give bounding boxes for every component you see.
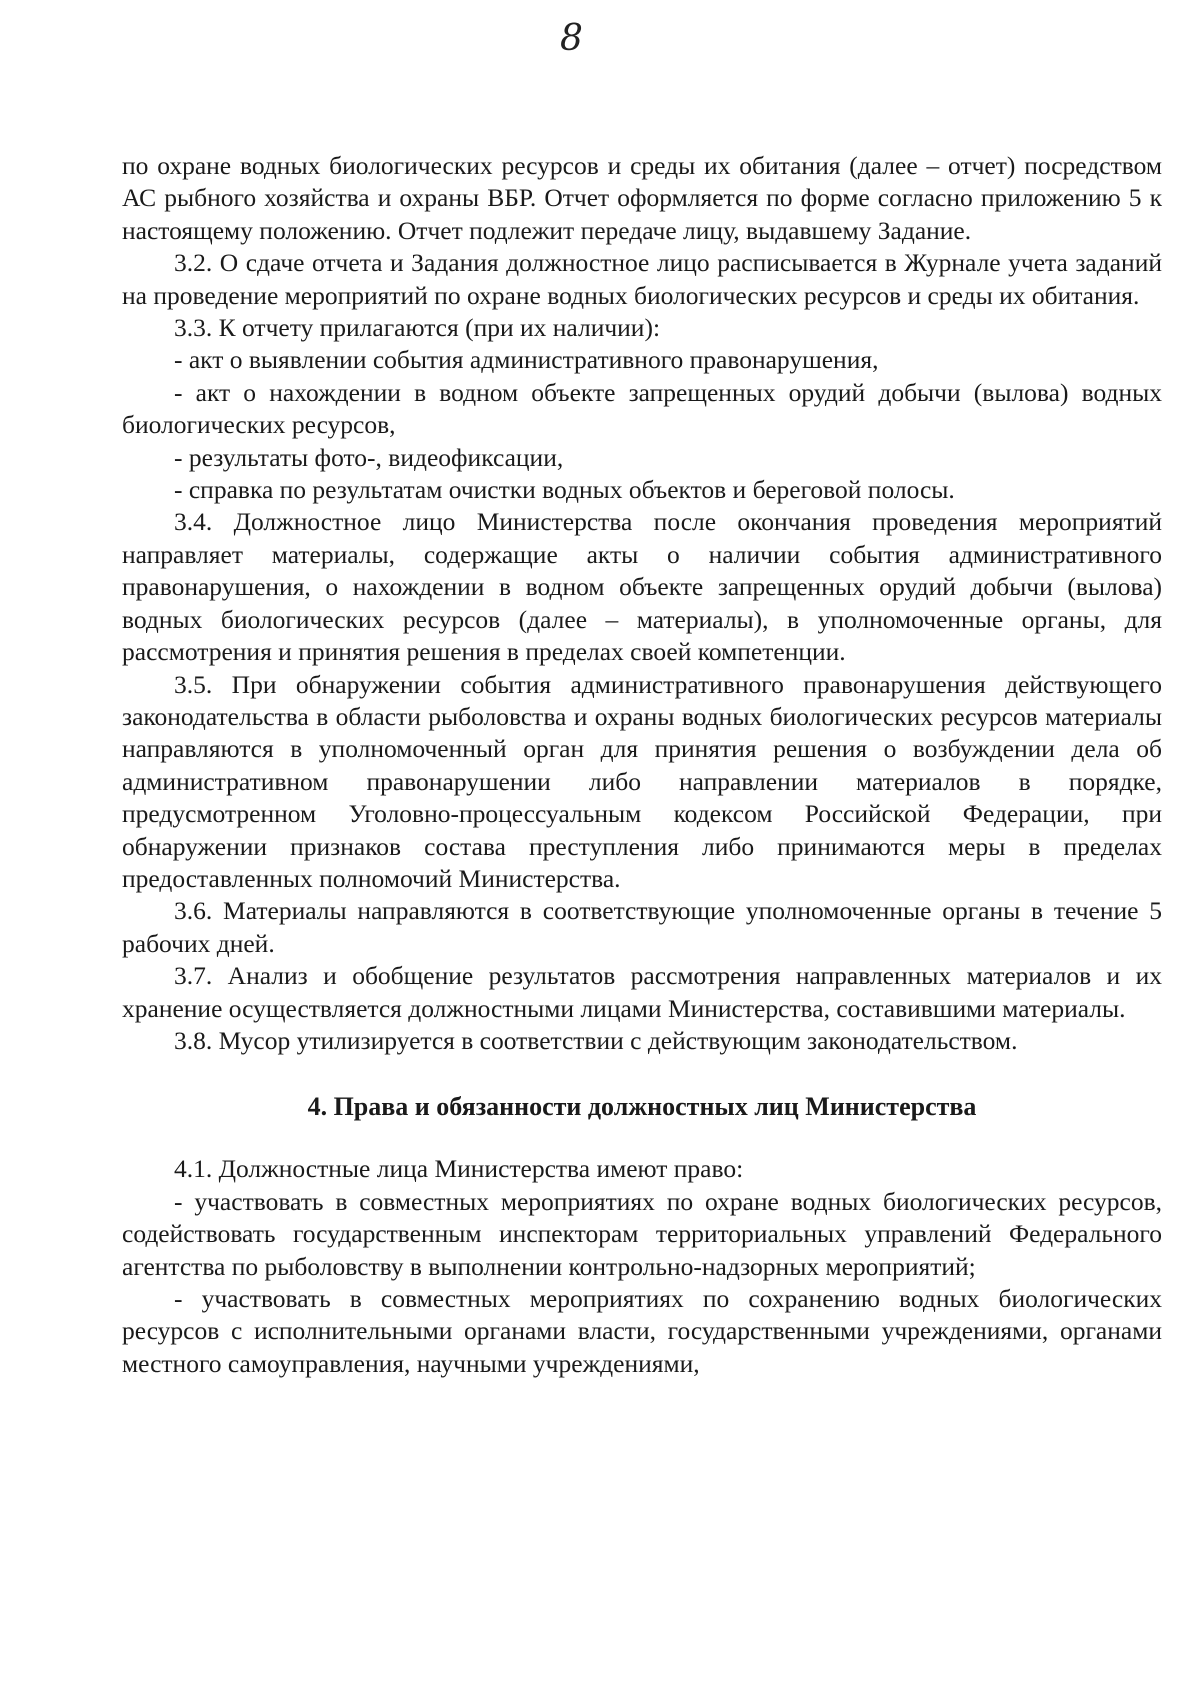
section-4-body (122, 1153, 1162, 1380)
paragraph: - участвовать в совместных мероприятиях по охране водных биологических ресурсов, содействовать государственным инспекторам территориальных управлений Федерального агентства по рыболовству в выполнении контрольно-надзорных мероприятий; (122, 1186, 1162, 1281)
paragraph: - акт о нахождении в водном объекте запрещенных орудий добычи (вылова) водных биологических ресурсов, (122, 377, 1162, 440)
paragraph: по охране водных биологических ресурсов и среды их обитания (далее – отчет) посредством АС рыбного хозяйства и охраны ВБР. Отчет оформляется по форме согласно приложению 5 к настоящему положению. Отчет подлежит передаче лицу, выдавшему Задание. (122, 151, 1162, 245)
paragraph: 3.2. О сдаче отчета и Задания должностное лицо расписывается в Журнале учета заданий на проведение мероприятий по охране водных биологических ресурсов и среды их обитания. (122, 248, 1162, 310)
document-body (122, 150, 1162, 1380)
paragraph: 3.6. Материалы направляются в соответствующие уполномоченные органы в течение 5 рабочих дней. (122, 896, 1162, 958)
paragraph: - акт о выявлении события административного правонарушения, (174, 345, 879, 375)
paragraph: - участвовать в совместных мероприятиях по сохранению водных биологических ресурсов с исполнительными органами власти, государственными учреждениями, органами местного самоуправления, научными учреждениями, (122, 1284, 1162, 1378)
paragraph: 4.1. Должностные лица Министерства имеют право: (174, 1154, 744, 1184)
page-number: 8 (560, 18, 583, 59)
paragraph: 3.3. К отчету прилагаются (при их наличии): (174, 313, 661, 343)
paragraph: 3.4. Должностное лицо Министерства после окончания проведения мероприятий направляет материалы, содержащие акты о наличии события административного правонарушения, о нахождении в водном объекте запрещенных орудий добычи (вылова) водных биологических ресурсов (далее – материалы), в уполномоченные органы, для рассмотрения и принятия решения в пределах своей компетенции. (122, 507, 1162, 667)
section-heading: 4. Права и обязанности должностных лиц Министерства (307, 1092, 977, 1122)
paragraph: 3.5. При обнаружении события административного правонарушения действующего законодательства в области рыболовства и охраны водных биологических ресурсов материалы направляются в уполномоченный орган для принятия решения о возбуждении дела об административном правонарушении либо направлении материалов в порядке, предусмотренном Уголовно-процессуальным кодексом Российской Федерации, при обнаружении признаков состава преступления либо принимаются меры в пределах предоставленных полномочий Министерства. (122, 669, 1162, 893)
paragraph: 3.8. Мусор утилизируется в соответствии с действующим законодательством. (174, 1025, 1018, 1055)
paragraph: - результаты фото-, видеофиксации, (174, 442, 564, 472)
paragraph: - справка по результатам очистки водных объектов и береговой полосы. (174, 475, 955, 505)
paragraph: 3.7. Анализ и обобщение результатов рассмотрения направленных материалов и их хранение осуществляется должностными лицами Министерства, составившими материалы. (122, 961, 1162, 1023)
section-3-continuation (122, 150, 1162, 1057)
